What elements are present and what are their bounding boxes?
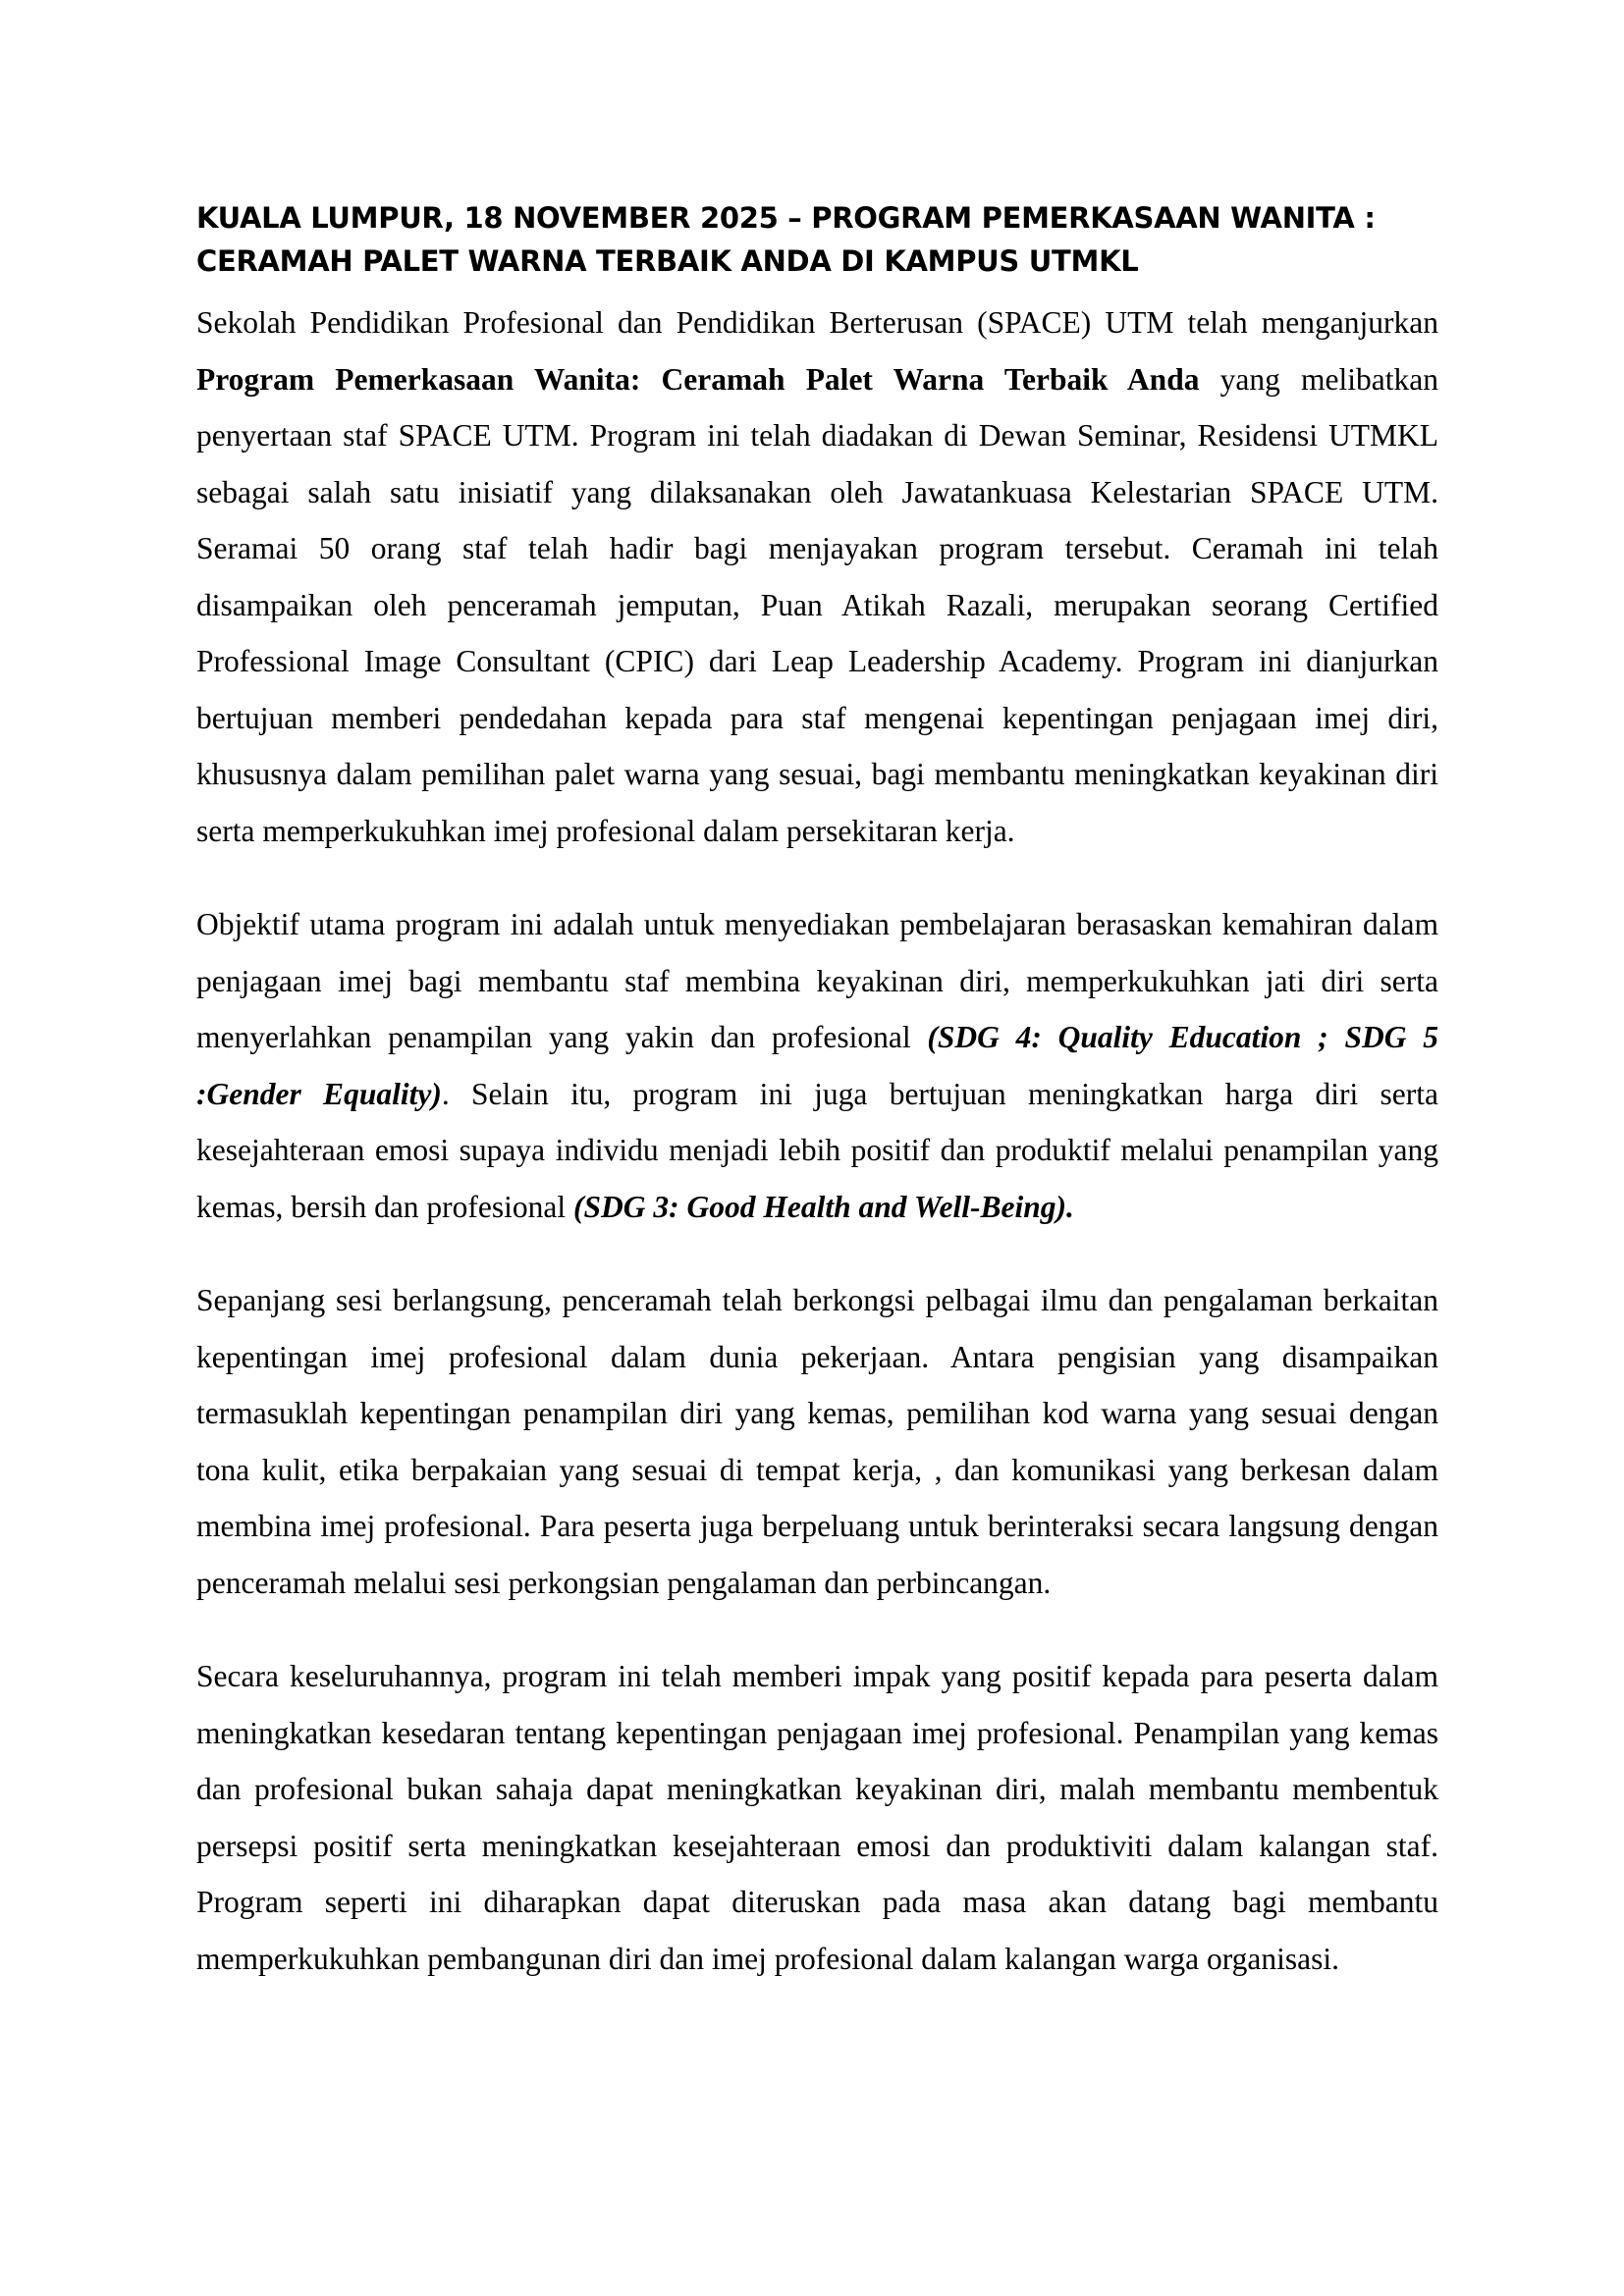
paragraph-intro xyxy=(196,294,1438,859)
paragraph-session: Sepanjang sesi berlangsung, penceramah telah berkongsi pelbagai ilmu dan pengalaman berkaitan kepentingan imej profesional dalam dunia pekerjaan. Antara pengisian yang disampaikan termasuklah kepentingan penampilan diri yang kemas, pemilihan kod warna yang sesuai dengan tona kulit, etika berpakaian yang sesuai di tempat kerja, , dan komunikasi yang berkesan dalam membina imej profesional. Para peserta juga berpeluang untuk berinteraksi secara langsung dengan penceramah melalui sesi perkongsian pengalaman dan perbincangan. xyxy=(196,1283,1438,1600)
paragraph-intro-text-b: yang melibatkan penyertaan staf SPACE UTM. Program ini telah diadakan di Dewan Seminar, Residensi UTMKL sebagai salah satu inisiatif yang dilaksanakan oleh Jawatankuasa Kelestarian SPACE UTM. Seramai 50 orang staf telah hadir bagi menjayakan program tersebut. Ceramah ini telah disampaikan oleh penceramah jemputan, Puan Atikah Razali, merupakan seorang Certified Professional Image Consultant (CPIC) dari Leap Leadership Academy. Program ini dianjurkan bertujuan memberi pendedahan kepada para staf mengenai kepentingan penjagaan imej diri, khususnya dalam pemilihan palet warna yang sesuai, bagi membantu meningkatkan keyakinan diri serta memperkukuhkan imej profesional dalam persekitaran kerja. xyxy=(196,361,1438,848)
paragraph-intro-text-a: Sekolah Pendidikan Profesional dan Pendidikan Berterusan (SPACE) UTM telah menganjurkan xyxy=(196,305,1438,340)
paragraph-objective xyxy=(196,896,1438,1235)
sdg-reference-3: (SDG 3: Good Health and Well-Being). xyxy=(573,1189,1074,1224)
paragraph-objective-text-a: Objektif utama program ini adalah untuk menyediakan pembelajaran berasaskan kemahiran dalam penjagaan imej bagi membantu staf membina keyakinan diri, memperkukuhkan jati diri serta menyerlahkan penampilan yang yakin dan profesional xyxy=(196,907,1438,1054)
program-name-bold: Program Pemerkasaan Wanita: Ceramah Palet Warna Terbaik Anda xyxy=(196,361,1200,397)
sdg-reference-4-5: (SDG 4: Quality Education ; SDG 5 :Gender Equality) xyxy=(196,1020,1438,1111)
document-page xyxy=(196,196,1438,2024)
title-line-1: KUALA LUMPUR, 18 NOVEMBER 2025 – PROGRAM PEMERKASAAN WANITA : xyxy=(196,201,1376,235)
paragraph-objective-text-b: . Selain itu, program ini juga bertujuan meningkatkan harga diri serta kesejahteraan emosi supaya individu menjadi lebih positif dan produktif melalui penampilan yang kemas, bersih dan profesional xyxy=(196,1076,1438,1224)
paragraph-conclusion: Secara keseluruhannya, program ini telah memberi impak yang positif kepada para peserta dalam meningkatkan kesedaran tentang kepentingan penjagaan imej profesional. Penampilan yang kemas dan profesional bukan sahaja dapat meningkatkan keyakinan diri, malah membantu membentuk persepsi positif serta meningkatkan kesejahteraan emosi dan produktiviti dalam kalangan staf. Program seperti ini diharapkan dapat diteruskan pada masa akan datang bagi membantu memperkukuhkan pembangunan diri dan imej profesional dalam kalangan warga organisasi. xyxy=(196,1659,1438,1976)
document-title xyxy=(196,196,1438,283)
title-line-2: CERAMAH PALET WARNA TERBAIK ANDA DI KAMPUS UTMKL xyxy=(196,244,1139,278)
